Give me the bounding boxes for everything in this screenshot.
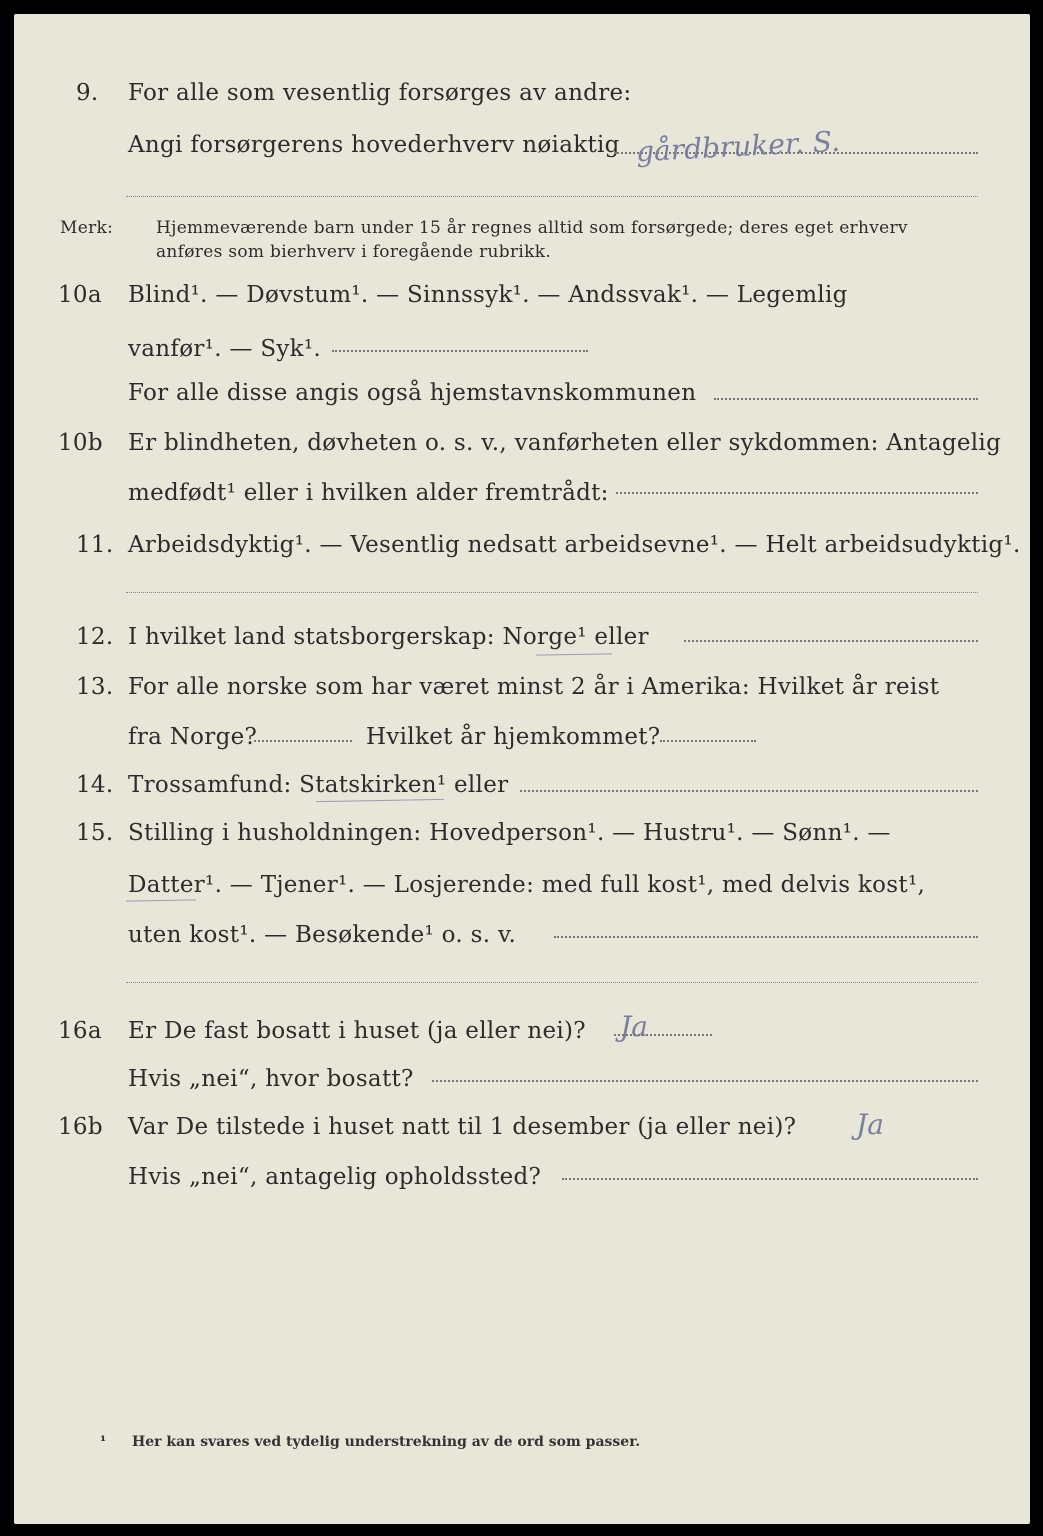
q13-reist-line xyxy=(254,740,352,742)
item-number-16b: 16b xyxy=(58,1114,103,1140)
divider-line-1 xyxy=(126,196,978,197)
divider-line-3 xyxy=(126,982,978,983)
item-number-13: 13. xyxy=(76,674,114,700)
item-number-10a: 10a xyxy=(58,282,102,308)
q15-line2: Datter¹. — Tjener¹. — Losjerende: med full kost¹, med delvis kost¹, xyxy=(128,872,926,898)
q16b-opholdssted-line xyxy=(562,1178,978,1180)
footnote-text: Her kan svares ved tydelig understrekning av de ord som passer. xyxy=(132,1434,641,1450)
q14-line1: Trossamfund: Statskirken¹ eller xyxy=(128,772,509,798)
q13-line2-reist: fra Norge? xyxy=(128,724,258,750)
q10b-line1: Er blindheten, døvheten o. s. v., vanførheten eller sykdommen: Antagelig xyxy=(128,430,1002,456)
q10a-hjemstavn-line xyxy=(714,398,978,400)
q16a-answer-line xyxy=(614,1034,712,1036)
item-number-12: 12. xyxy=(76,624,114,650)
q10a-line1: Blind¹. — Døvstum¹. — Sinnssyk¹. — Andssvak¹. — Legemlig xyxy=(128,282,848,308)
merk-line1: Hjemmeværende barn under 15 år regnes alltid som forsørgede; deres eget erhverv xyxy=(156,218,908,238)
item-number-16a: 16a xyxy=(58,1018,102,1044)
q10a-line2: vanfør¹. — Syk¹. xyxy=(128,336,322,362)
merk-line2: anføres som bierhverv i foregående rubrikk. xyxy=(156,242,552,262)
q13-line1: For alle norske som har været minst 2 år i Amerika: Hvilket år reist xyxy=(128,674,940,700)
q9-line1: For alle som vesentlig forsørges av andre: xyxy=(128,80,632,106)
q16b-line1: Var De tilstede i huset natt til 1 desember (ja eller nei)? xyxy=(128,1114,797,1140)
q12-norge-underline xyxy=(536,653,612,655)
q10a-syk-line xyxy=(332,350,588,352)
item-number-15: 15. xyxy=(76,820,114,846)
q15-answer-line xyxy=(554,936,978,938)
item-number-11: 11. xyxy=(76,532,114,558)
q11-line1: Arbeidsdyktig¹. — Vesentlig nedsatt arbeidsevne¹. — Helt arbeidsudyktig¹. xyxy=(128,532,1021,558)
q16a-bosatt-line xyxy=(432,1080,978,1082)
q13-hjemkommet-line xyxy=(660,740,756,742)
q15-datter-underline xyxy=(126,899,196,901)
q9-handwritten-answer: gårdbruker. S. xyxy=(635,124,841,169)
q16a-line2: Hvis „nei“, hvor bosatt? xyxy=(128,1066,414,1092)
census-form-page xyxy=(14,14,1030,1524)
q10b-answer-line xyxy=(616,492,978,494)
item-number-10b: 10b xyxy=(58,430,103,456)
q16b-line2: Hvis „nei“, antagelig opholdssted? xyxy=(128,1164,542,1190)
q15-line1: Stilling i husholdningen: Hovedperson¹. — Hustru¹. — Sønn¹. — xyxy=(128,820,891,846)
q16a-handwritten-answer: Ja xyxy=(620,1010,648,1043)
merk-label: Merk: xyxy=(60,218,114,238)
q14-answer-line xyxy=(520,790,978,792)
item-number-9: 9. xyxy=(76,80,99,106)
q16b-handwritten-answer: Ja xyxy=(856,1108,884,1141)
q15-line3: uten kost¹. — Besøkende¹ o. s. v. xyxy=(128,922,517,948)
q16a-line1: Er De fast bosatt i huset (ja eller nei)? xyxy=(128,1018,586,1044)
q12-line1: I hvilket land statsborgerskap: Norge¹ eller xyxy=(128,624,649,650)
q9-line2: Angi forsørgerens hovederhverv nøiaktig xyxy=(128,132,620,158)
q10a-line3: For alle disse angis også hjemstavnskommunen xyxy=(128,380,697,406)
q10b-line2: medfødt¹ eller i hvilken alder fremtrådt: xyxy=(128,480,609,506)
q14-statskirken-underline xyxy=(316,799,444,802)
divider-line-2 xyxy=(126,592,978,593)
q13-line2-hjemkommet: Hvilket år hjemkommet? xyxy=(366,724,661,750)
footnote-mark: ¹ xyxy=(100,1434,107,1450)
q12-answer-line xyxy=(684,640,978,642)
item-number-14: 14. xyxy=(76,772,114,798)
